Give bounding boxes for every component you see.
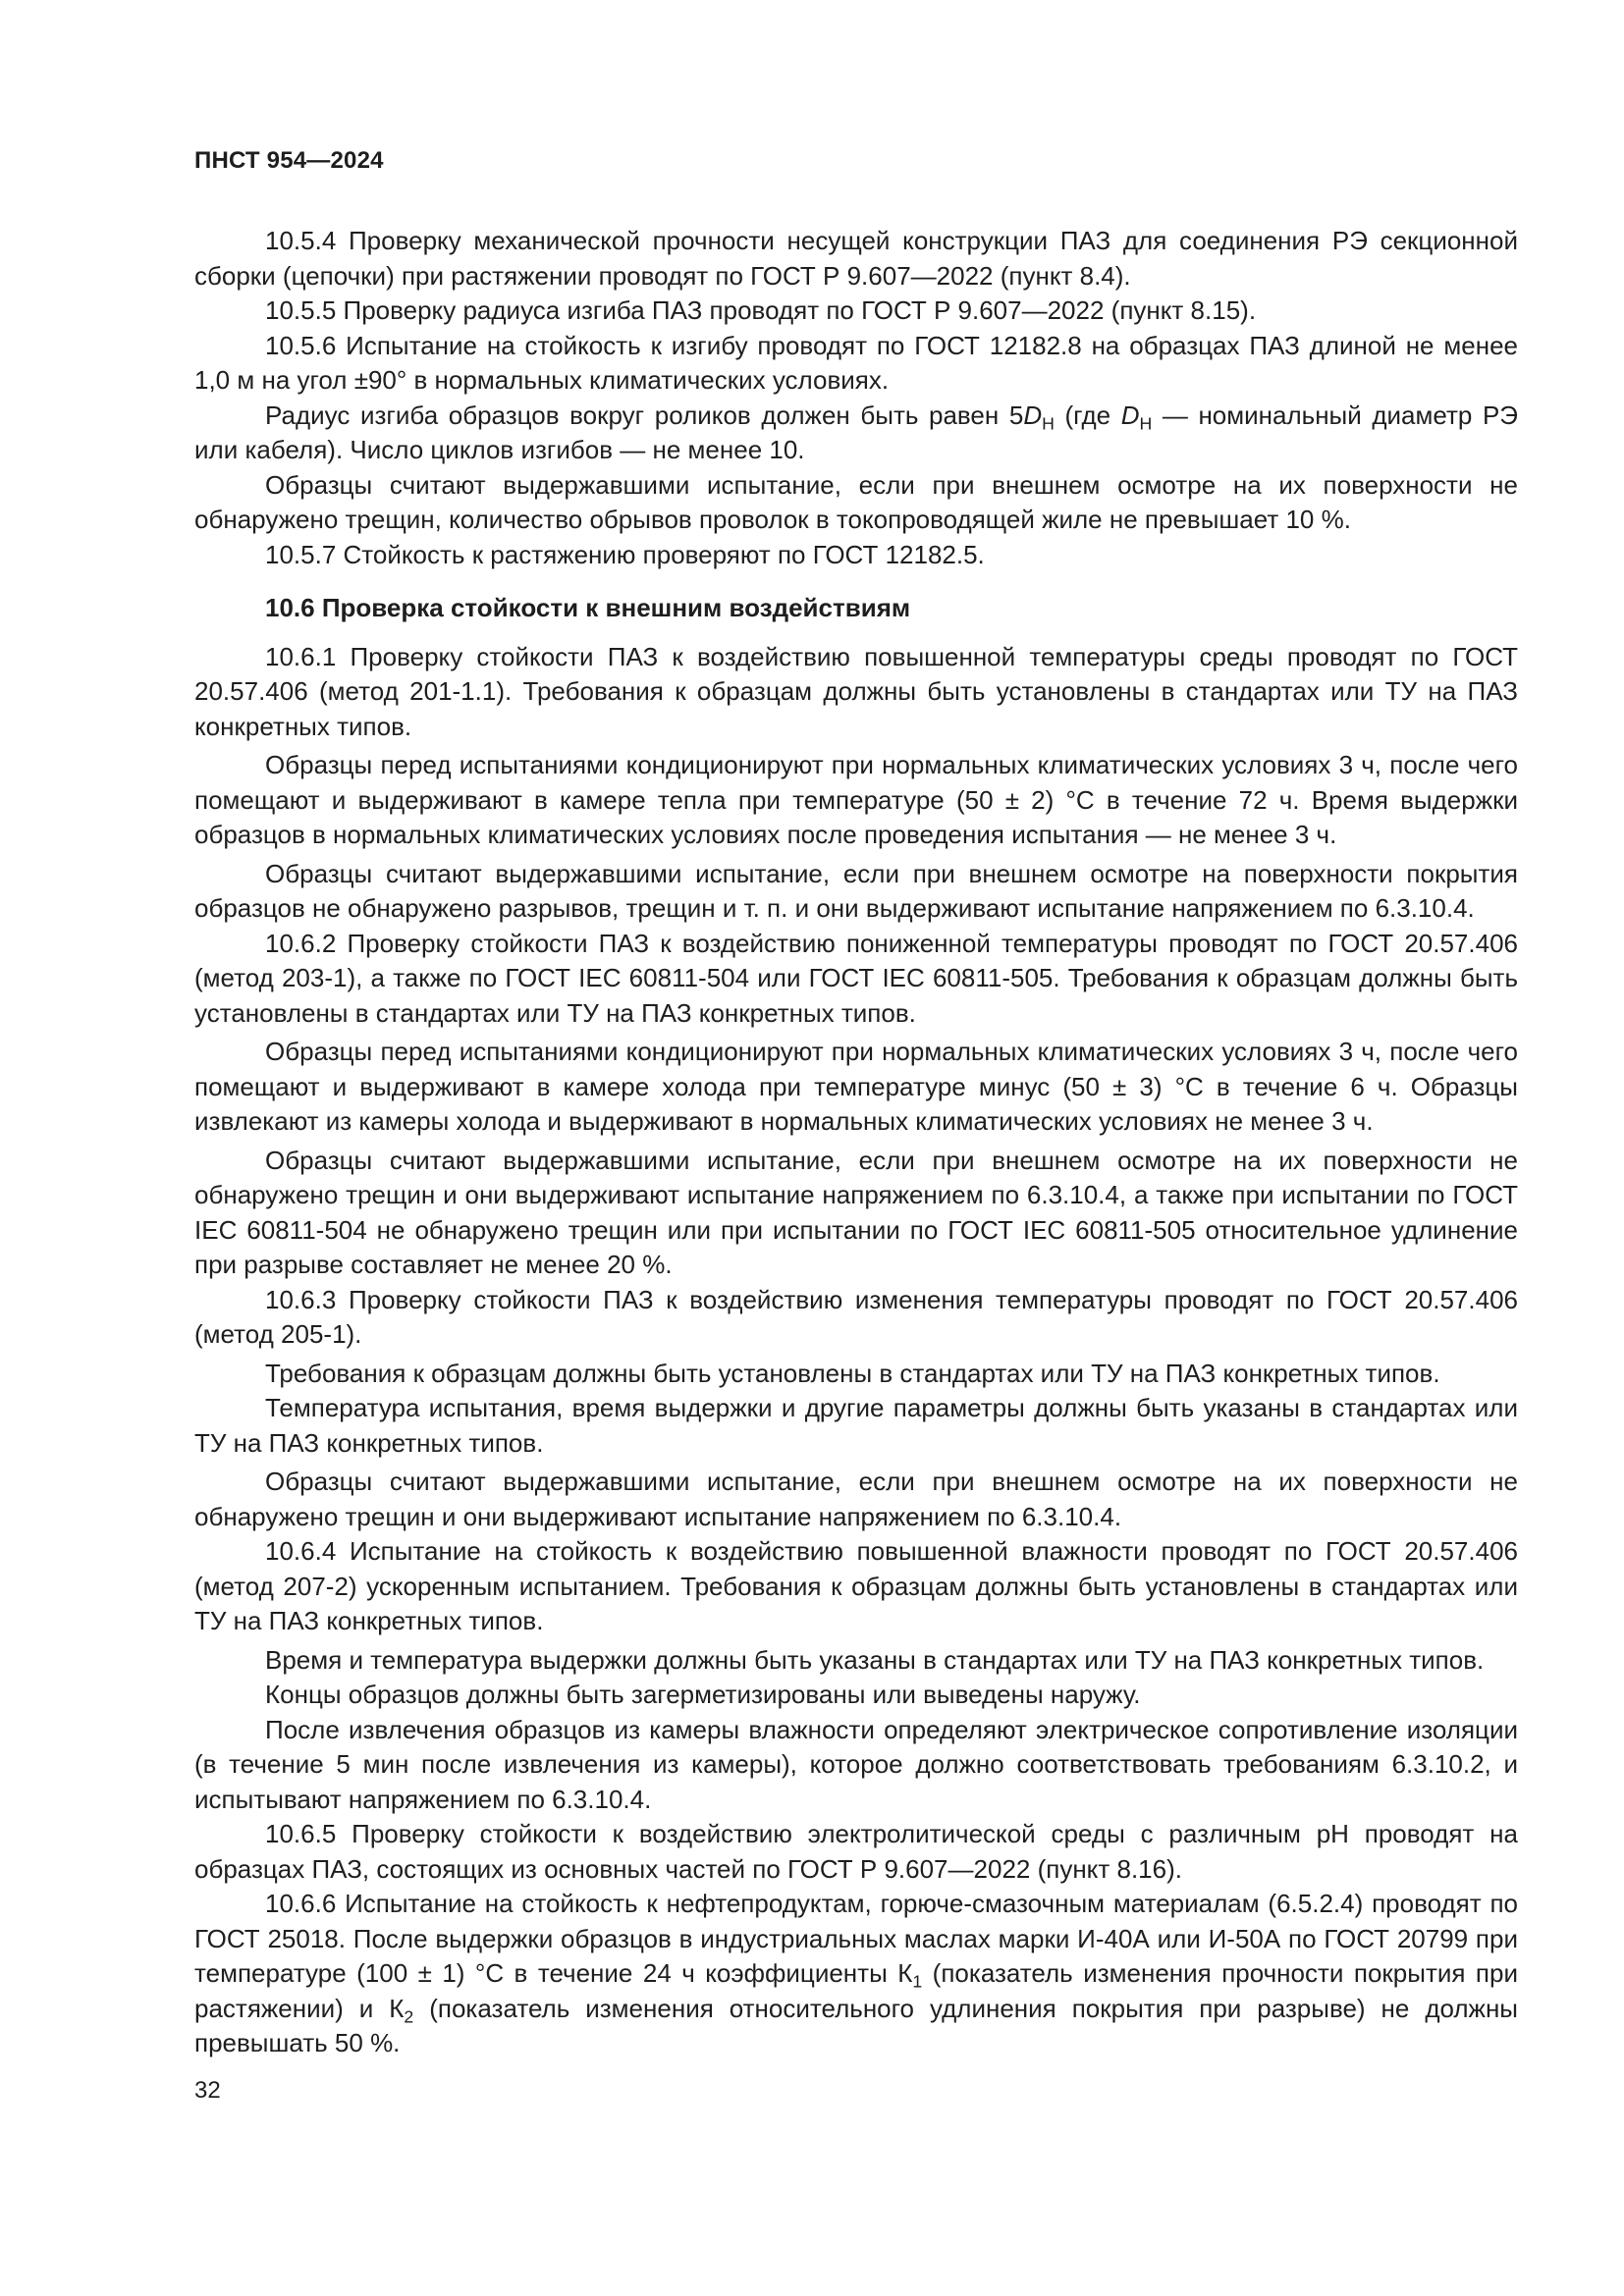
paragraph: 10.6.3 Проверку стойкости ПАЗ к воздействию изменения температуры проводят по ГОСТ 20.57.406 (метод 205-1). — [194, 1284, 1518, 1349]
paragraph: Образцы перед испытаниями кондиционируют при нормальных климатических условиях 3 ч, после чего помещают и выдерживают в камере холода при температуре минус (50 ± 3) °С в течение 6 ч. Образцы извлекают из камеры холода и выдерживают в нормальных климатических условиях не менее 3 ч. — [194, 1037, 1518, 1136]
symbol-d: D — [1023, 400, 1043, 430]
paragraph: 10.6.5 Проверку стойкости к воздействию электролитической среды с различным pH проводят на образцах ПАЗ, состоящих из основных частей по ГОСТ Р 9.607—2022 (пункт 8.16). — [194, 1819, 1518, 1884]
paragraph: Образцы считают выдержавшими испытание, если при внешнем осмотре на их поверхности не обнаружено трещин и они выдерживают испытание напряжением по 6.3.10.4. — [194, 1467, 1518, 1531]
subscript: 1 — [912, 1971, 923, 1992]
text-run: — номинальный диаметр РЭ или кабеля). Число циклов изгибов — не менее 10. — [194, 400, 1518, 464]
paragraph: Образцы перед испытаниями кондиционируют при нормальных климатических условиях 3 ч, после чего помещают и выдерживают в камере тепла при температуре (50 ± 2) °С в течение 72 ч. Время выдержки образцов в нормальных климатических условиях после проведения испытания — не менее 3 ч. — [194, 750, 1518, 849]
paragraph: 10.6.1 Проверку стойкости ПАЗ к воздействию повышенной температуры среды проводят по ГОСТ 20.57.406 (метод 201-1.1). Требования к образцам должны быть установлены в стандартах или ТУ на ПАЗ конкретных типов. — [194, 641, 1518, 741]
page-number: 32 — [194, 2077, 221, 2104]
paragraph: Требования к образцам должны быть установлены в стандартах или ТУ на ПАЗ конкретных типов. — [265, 1358, 1440, 1388]
paragraph: После извлечения образцов из камеры влажности определяют электрическое сопротивление изоляции (в течение 5 мин после извлечения из камеры), которое должно соответствовать требованиям 6.3.10.2, и испытывают напряжением по 6.3.10.4. — [194, 1714, 1518, 1814]
subscript: Н — [1042, 412, 1055, 433]
document-body — [194, 224, 1518, 2061]
paragraph: 10.5.4 Проверку механической прочности несущей конструкции ПАЗ для соединения РЭ секционной сборки (цепочки) при растяжении проводят по ГОСТ Р 9.607—2022 (пункт 8.4). — [194, 226, 1518, 291]
paragraph: Температура испытания, время выдержки и другие параметры должны быть указаны в стандартах или ТУ на ПАЗ конкретных типов. — [194, 1393, 1518, 1458]
paragraph-bend-radius — [194, 399, 1518, 468]
paragraph: 10.6.2 Проверку стойкости ПАЗ к воздействию пониженной температуры проводят по ГОСТ 20.57.406 (метод 203-1), а также по ГОСТ IEC 60811-504 или ГОСТ IEC 60811-505. Требования к образцам должны быть установлены в стандартах или ТУ на ПАЗ конкретных типов. — [194, 928, 1518, 1028]
paragraph: Образцы считают выдержавшими испытание, если при внешнем осмотре на их поверхности не обнаружено трещин, количество обрывов проволок в токопроводящей жиле не превышает 10 %. — [194, 469, 1518, 534]
paragraph: Образцы считают выдержавшими испытание, если при внешнем осмотре на поверхности покрытия образцов не обнаружено разрывов, трещин и т. п. и они выдерживают испытание напряжением по 6.3.10.4. — [194, 858, 1518, 923]
document-header: ПНСТ 954—2024 — [194, 147, 384, 174]
paragraph: 10.6.4 Испытание на стойкость к воздействию повышенной влажности проводят по ГОСТ 20.57.406 (метод 207-2) ускоренным испытанием. Требования к образцам должны быть установлены в стандартах или ТУ на ПАЗ конкретных типов. — [194, 1536, 1518, 1635]
paragraph-oil-resistance — [194, 1887, 1518, 2061]
subscript: 2 — [404, 2005, 414, 2026]
text-run: (показатель изменения прочности покрытия при растяжении) и К — [194, 1958, 1518, 2023]
paragraph: Время и температура выдержки должны быть указаны в стандартах или ТУ на ПАЗ конкретных типов. — [265, 1644, 1485, 1675]
paragraph: 10.5.6 Испытание на стойкость к изгибу проводят по ГОСТ 12182.8 на образцах ПАЗ длиной не менее 1,0 м на угол ±90° в нормальных климатических условиях. — [194, 330, 1518, 395]
paragraph: 10.5.5 Проверку радиуса изгиба ПАЗ проводят по ГОСТ Р 9.607—2022 (пункт 8.15). — [265, 295, 1257, 325]
text-run: (где — [1054, 400, 1121, 430]
text-run: 10.6.6 Испытание на стойкость к нефтепродуктам, горюче-смазочным материалам (6.5.2.4) проводят по ГОСТ 25018. После выдержки образцов в индустриальных маслах марки И-40А или И-50А по ГОСТ 20799 при температуре (100 ± 1) °С в течение 24 ч коэффициенты К — [194, 1889, 1518, 1988]
symbol-d: D — [1120, 400, 1140, 430]
paragraph: 10.5.7 Стойкость к растяжению проверяют по ГОСТ 12182.5. — [265, 539, 985, 569]
subscript: Н — [1139, 412, 1153, 433]
paragraph: Образцы считают выдержавшими испытание, если при внешнем осмотре на их поверхности не обнаружено трещин и они выдерживают испытание напряжением по 6.3.10.4, а также при испытании по ГОСТ IEC 60811-504 не обнаружено трещин или при испытании по ГОСТ IEC 60811-505 относительное удлинение при разрыве составляет не менее 20 %. — [194, 1145, 1518, 1279]
text-run: (показатель изменения относительного удлинения покрытия при разрыве) не должны превышать 50 %. — [194, 1993, 1518, 2057]
text-run: Радиус изгиба образцов вокруг роликов должен быть равен 5 — [265, 400, 1024, 430]
section-heading: 10.6 Проверка стойкости к внешним воздействиям — [265, 593, 911, 622]
paragraph: Концы образцов должны быть загерметизированы или выведены наружу. — [265, 1680, 1141, 1709]
